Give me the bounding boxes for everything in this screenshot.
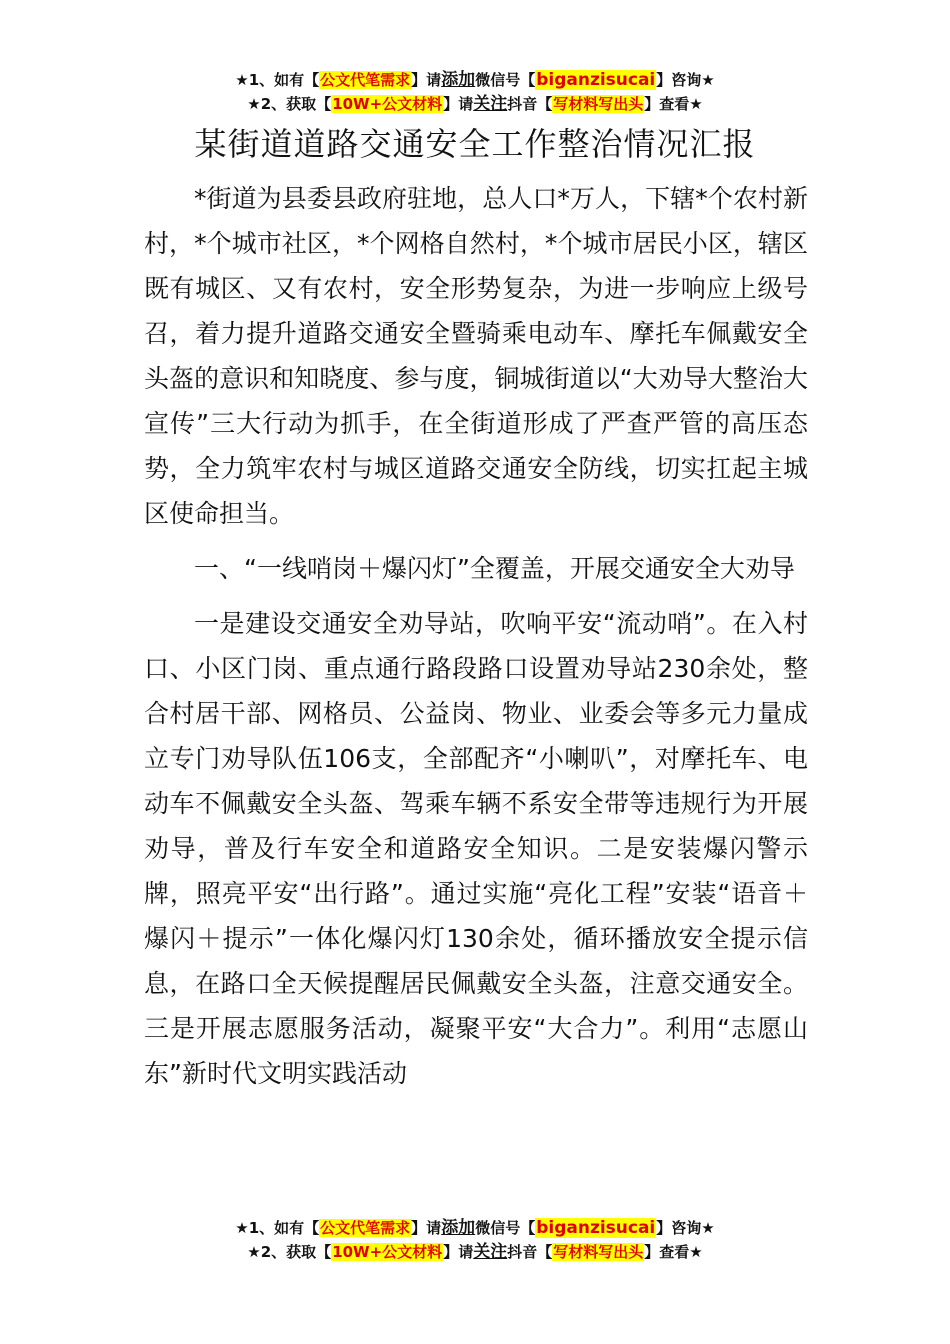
promo-emphasis: 添加 bbox=[441, 70, 476, 90]
highlight-wechat-id: biganzisucai bbox=[536, 1218, 656, 1238]
intro-paragraph: *街道为县委县政府驻地，总人口*万人，下辖*个农村新村，*个城市社区，*个网格自然村，*个城市居民小区，辖区既有城区、又有农村，安全形势复杂，为进一步响应上级号召，着力提升道路交通安全暨骑乘电动车、摩托车佩戴安全头盔的意识和知晓度、参与度，铜城街道以“大劝导大整治大宣传”三大行动为抓手，在全街道形成了严查严管的高压态势，全力筑牢农村与城区道路交通安全防线，切实扛起主城区使命担当。 bbox=[144, 184, 808, 528]
highlight-materials: 10W+公文材料 bbox=[332, 1243, 443, 1261]
highlight-douyin: 写材料写出头 bbox=[553, 1243, 644, 1261]
promo-text: 】请 bbox=[443, 1243, 474, 1261]
promo-text: 】咨询★ bbox=[656, 1219, 715, 1237]
promo-text: ★2、获取【 bbox=[247, 1243, 332, 1261]
highlight-materials: 10W+公文材料 bbox=[332, 95, 443, 113]
promo-line-1 bbox=[0, 1216, 950, 1240]
highlight-wechat-id: biganzisucai bbox=[536, 70, 656, 90]
promo-text: ★1、如有【 bbox=[235, 71, 320, 89]
promo-text: 】查看★ bbox=[644, 1243, 703, 1261]
promo-text: 】请 bbox=[443, 95, 474, 113]
section-paragraph: 一是建设交通安全劝导站，吹响平安“流动哨”。在入村口、小区门岗、重点通行路段路口设置劝导站230余处，整合村居干部、网格员、公益岗、物业、业委会等多元力量成立专门劝导队伍106支，全部配齐“小喇叭”，对摩托车、电动车不佩戴安全头盔、驾乘车辆不系安全带等违规行为开展劝导，普及行车安全和道路安全知识。二是安装爆闪警示牌，照亮平安“出行路”。通过实施“亮化工程”安装“语音＋爆闪＋提示”一体化爆闪灯130余处，循环播放安全提示信息，在路口全天候提醒居民佩戴安全头盔，注意交通安全。三是开展志愿服务活动，凝聚平安“大合力”。利用“志愿山东”新时代文明实践活动 bbox=[144, 609, 808, 1088]
promo-text: 】请 bbox=[411, 1219, 442, 1237]
document-title: 某街道道路交通安全工作整治情况汇报 bbox=[194, 125, 756, 163]
promo-emphasis: 添加 bbox=[441, 1218, 476, 1238]
highlight-ghostwriting: 公文代笔需求 bbox=[320, 71, 411, 89]
promo-text: 】查看★ bbox=[644, 95, 703, 113]
section-heading: 一、“一线哨岗＋爆闪灯”全覆盖，开展交通安全大劝导 bbox=[194, 554, 795, 583]
promo-text: 】请 bbox=[411, 71, 442, 89]
highlight-ghostwriting: 公文代笔需求 bbox=[320, 1219, 411, 1237]
promo-line-2 bbox=[0, 92, 950, 116]
promo-text: ★1、如有【 bbox=[235, 1219, 320, 1237]
promo-emphasis: 关注 bbox=[473, 94, 508, 114]
promo-header bbox=[0, 68, 950, 116]
promo-emphasis: 关注 bbox=[473, 1242, 508, 1262]
promo-footer bbox=[0, 1216, 950, 1264]
promo-line-1 bbox=[0, 68, 950, 92]
highlight-douyin: 写材料写出头 bbox=[553, 95, 644, 113]
promo-text: ★2、获取【 bbox=[247, 95, 332, 113]
promo-text: 】咨询★ bbox=[656, 71, 715, 89]
promo-text: 抖音【 bbox=[507, 1243, 553, 1261]
promo-line-2 bbox=[0, 1240, 950, 1264]
promo-text: 微信号【 bbox=[475, 1219, 536, 1237]
promo-text: 抖音【 bbox=[507, 95, 553, 113]
document-body bbox=[144, 176, 808, 1096]
promo-text: 微信号【 bbox=[475, 71, 536, 89]
